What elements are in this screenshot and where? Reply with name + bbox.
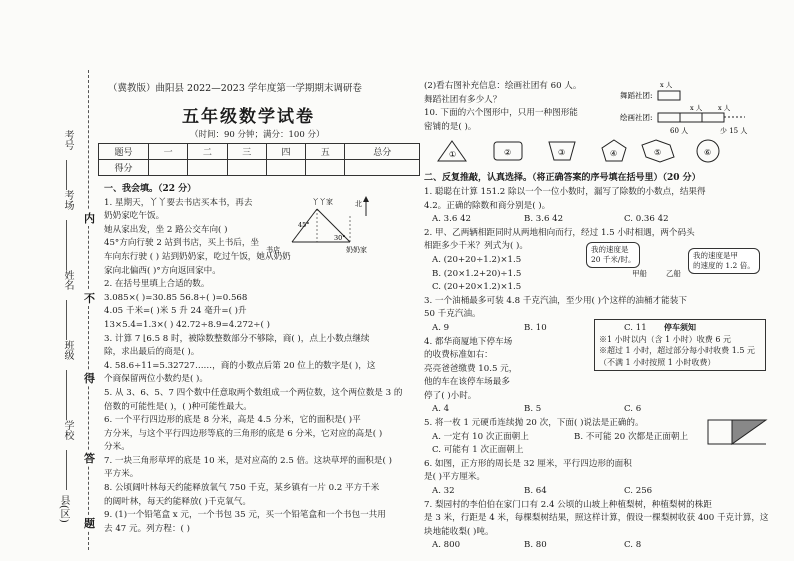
question-line: 1. 星期天，丫丫要去书店买本书，再去 — [104, 197, 253, 208]
shape-number: ⑥ — [704, 148, 712, 158]
painting-bar-seg — [680, 113, 702, 122]
map-angle-label: 45° — [298, 221, 310, 229]
question-line: 的阔叶林，每天约能释放( )千克氧气。 — [104, 496, 251, 507]
question-line: 是 3 米，行距是 4 米，每棵梨树结果，照这样计算，假设一棵梨树收获 400 千克计算，这 — [424, 513, 769, 524]
exam-heading: （冀教版）曲阳县 2022—2023 学年度第一学期期末调研卷 — [108, 83, 362, 94]
question-line: 5. 将一枚 1 元硬币连续抛 20 次，下面( )说法是正确的。 — [424, 418, 644, 429]
question-line: 她从家出发，坐 2 路公交车向( ) — [104, 224, 228, 235]
binding-label-class: 班级 — [62, 340, 73, 360]
question-line: 50 千克汽油。 — [424, 309, 481, 320]
answer-option[interactable]: A. 32 — [432, 486, 455, 497]
section-1-title: 一、我会填。（22 分） — [104, 184, 197, 194]
map-bookstore-label: 书店 — [266, 246, 280, 254]
question-line: 2. 在括号里填上合适的数。 — [104, 279, 210, 290]
question-line: 1. 聪聪在计算 151.2 除以一个一位小数时，漏写了除数的小数点，结果得 — [424, 186, 706, 197]
question-line: 家向北偏西( )°方向返回家中。 — [104, 265, 221, 276]
score-input-cell[interactable] — [345, 160, 420, 176]
score-input-cell[interactable] — [188, 160, 227, 176]
question-line: 的收费标准如右： — [424, 350, 493, 361]
binding-line — [66, 450, 67, 490]
question-line: 8. 公顷阔叶林每天约能释放氧气 750 千克，某乡镇有一片 0.2 平方千米 — [104, 483, 380, 494]
question-line: 奶奶家吃午饭。 — [104, 211, 165, 222]
answer-option[interactable]: A. 800 — [432, 540, 461, 551]
question-line: 4.2。正确的除数和商分别是( )。 — [424, 200, 551, 211]
shaded-region — [732, 420, 766, 444]
question-line: 3. 计算 7 ⌊6.5 8 时，被除数整数部分不够除，商( )，点上小数点继续 — [104, 333, 370, 344]
question-line: 他的车在该停车场最多 — [424, 377, 510, 388]
answer-option[interactable]: B. 不可能 20 次都是正面朝上 — [574, 431, 689, 442]
question-line: 7. 一块三角形草坪的底是 10 米，是对应高的 2.5 倍。这块草坪的面积是( ) — [104, 455, 392, 466]
bubble-text: 的速度的 1.2 倍。 — [693, 261, 755, 270]
exam-title: 五年级数学试卷 — [182, 107, 315, 127]
answer-option[interactable]: C. 8 — [624, 540, 642, 551]
question-line: 平方米。 — [104, 469, 139, 480]
answer-option[interactable]: A. 4 — [432, 404, 450, 415]
question-line: 10. 下面的六个图形中，只用一种图形能 — [424, 108, 578, 119]
answer-option[interactable]: B. 64 — [524, 486, 547, 497]
binding-line — [66, 220, 67, 270]
score-cell: 总分 — [345, 144, 420, 160]
option-row — [424, 485, 769, 499]
binding-cut-char: 得 — [84, 372, 95, 385]
segment-label: x 人 — [660, 81, 673, 89]
north-arrow-head — [363, 196, 369, 202]
question-line: 倍数的可能性是( )，( )种可能性最大。 — [104, 401, 252, 412]
binding-cut-char: 内 — [84, 212, 95, 225]
exam-subtitle: （时间：90 分钟；满分：100 分） — [190, 130, 325, 140]
score-table-header-row — [99, 144, 420, 160]
question-line: 9. (1)一个铅笔盒 x 元，一个书包 35 元，买一个铅笔盒和一个书包一共用 — [104, 510, 386, 521]
painting-bar-seg — [702, 113, 724, 122]
question-line: 45°方向行驶 2 站到书店，买上书后，坐 — [104, 238, 260, 249]
binding-label-name: 姓名 — [62, 270, 73, 290]
less-label: 少 15 人 — [720, 127, 748, 135]
answer-option[interactable]: A. (20+20÷1.2)×1.5 — [432, 254, 522, 265]
binding-margin — [0, 60, 95, 555]
painting-club-label: 绘画社团: — [620, 113, 653, 122]
notice-line: （不满 1 小时按照 1 小时收费） — [599, 357, 716, 367]
direction-map — [262, 194, 382, 264]
square-shape — [708, 420, 732, 444]
score-input-cell[interactable] — [266, 160, 305, 176]
club-segment-diagram — [620, 80, 770, 136]
question-line: 分米。 — [104, 442, 130, 453]
answer-option[interactable]: A. 一定有 10 次正面朝上 — [432, 431, 529, 442]
score-cell: 得分 — [99, 160, 149, 176]
tessellation-shapes — [434, 138, 769, 164]
answer-option[interactable]: C. (20+20×1.2)×1.5 — [432, 282, 522, 293]
shape-number: ④ — [610, 149, 618, 159]
question-line: 6. 一个平行四边形的底是 8 分米，高是 4.5 分米，它的面积是( )平 — [104, 415, 361, 426]
question-line: 停了( )小时。 — [424, 390, 477, 401]
question-line: 3. 一个油桶最多可装 4.8 千克汽油，至少用( )个这样的油桶才能装下 — [424, 295, 687, 306]
question-line: 去 47 元。列方程：( ) — [104, 523, 190, 534]
answer-option[interactable]: C. 256 — [624, 486, 653, 497]
score-cell: 一 — [149, 144, 188, 160]
question-line: 7. 梨园村的李伯伯在家门口有 2.4 公顷的山坡上种植梨树，种植梨树的株距 — [424, 499, 712, 510]
right-column — [424, 80, 769, 553]
answer-option[interactable]: C. 6 — [624, 404, 642, 415]
question-line: 除，求出最后的商是( )。 — [104, 347, 200, 358]
question-line: 块地能收梨( )吨。 — [424, 526, 494, 537]
score-table — [98, 143, 420, 176]
binding-label-school: 学校 — [62, 420, 73, 440]
segment-label: x 人 — [718, 104, 731, 112]
binding-label-exam-no: 考号 — [62, 130, 73, 150]
shape-number: ② — [504, 148, 512, 158]
question-line: 亮亮爸爸缴费 10.5 元， — [424, 363, 518, 374]
notice-line: ※1 小时以内（含 1 小时）收费 6 元 — [599, 334, 731, 344]
score-input-cell[interactable] — [306, 160, 345, 176]
binding-cut-char: 答 — [84, 452, 95, 465]
question-line: 车向东行驶 ( ) 站到奶奶家，吃过午饭，她从奶奶 — [104, 251, 291, 262]
answer-option[interactable]: C. 可能有 1 次正面朝上 — [432, 445, 524, 456]
answer-option[interactable]: B. 80 — [524, 540, 547, 551]
score-input-cell[interactable] — [149, 160, 188, 176]
dance-club-label: 舞蹈社团: — [620, 91, 653, 100]
question-line: 4.05 千米=( )米 5 升 24 毫升=( )升 — [104, 306, 247, 317]
notice-line: ※超过 1 小时，超过部分每小时收费 1.5 元 — [599, 346, 755, 355]
dance-bar — [658, 91, 680, 100]
question-line: 4. 都华商厦地下停车场 — [424, 336, 513, 347]
question-line: (2)看右图补充信息：绘画社团有 60 人。 — [424, 81, 582, 91]
answer-option[interactable]: A. 9 — [432, 322, 450, 333]
segment-label: x 人 — [690, 104, 703, 112]
shape-number: ③ — [558, 148, 566, 158]
map-home-label: 丫丫家 — [312, 198, 333, 206]
painting-bar-seg — [658, 113, 680, 122]
bubble-text: 我的速度是甲 — [693, 251, 738, 260]
binding-dashed-line — [88, 70, 89, 550]
shapes-row — [434, 138, 754, 164]
answer-option[interactable]: B. 3.6 42 — [524, 214, 564, 225]
answer-option[interactable]: B. 5 — [524, 404, 542, 415]
binding-label-county: 县(区) — [58, 495, 69, 523]
total-label: 60 人 — [670, 127, 689, 135]
boat-b-speech-bubble — [688, 248, 760, 274]
answer-option[interactable]: C. 0.36 42 — [624, 214, 669, 225]
binding-cut-char: 不 — [84, 292, 95, 305]
question-line: 2. 甲、乙两辆相距同时从两地相向而行，经过 1.5 小时相遇，两个码头 — [424, 227, 695, 238]
boat-b-label: 乙船 — [666, 269, 681, 278]
score-cell: 三 — [227, 144, 266, 160]
score-table-score-row — [99, 160, 420, 176]
notice-title: 停车须知 — [664, 322, 696, 332]
boat-a-label: 甲船 — [632, 269, 647, 278]
square-parallelogram-figure — [706, 418, 768, 446]
question-line: 方分米，与这个平行四边形等底的三角形的底是 6 分米，它对应的高是( ) — [104, 428, 383, 439]
question-line: 4. 58.6÷11=5.32727……，商的小数点后第 20 位上的数字是( )，这 — [104, 360, 376, 371]
score-cell: 题号 — [99, 144, 149, 160]
map-angle-label: 30° — [334, 234, 346, 242]
bubble-text: 20 千米/时。 — [591, 255, 636, 264]
north-label: 北 — [355, 200, 362, 208]
section-2-title: 二、反复推敲，认真选择。（将正确答案的序号填在括号里）（20 分） — [424, 173, 701, 184]
shape-number: ① — [449, 150, 457, 160]
binding-line — [66, 160, 67, 190]
score-cell: 二 — [188, 144, 227, 160]
binding-line — [66, 300, 67, 340]
question-line: 3.085×( )=30.85 56.8÷( )=0.568 — [104, 292, 248, 303]
boat-a-speech-bubble — [586, 242, 640, 268]
answer-option[interactable]: B. (20×1.2+20)÷1.5 — [432, 268, 522, 279]
bubble-text: 我的速度是 — [591, 245, 629, 254]
option-row — [424, 213, 769, 227]
parking-notice — [594, 319, 766, 371]
score-cell: 四 — [266, 144, 305, 160]
question-line: 舞蹈社团有多少人？ — [424, 94, 502, 105]
question-line: 5. 从 3、6、5、7 四个数中任意取两个数组成一个两位数，这个两位数是 3 的 — [104, 387, 403, 398]
binding-line — [66, 370, 67, 420]
answer-option[interactable]: C. 11 — [624, 322, 647, 333]
question-line: 相距多少千米？列式为( )。 — [424, 241, 528, 252]
binding-label-exam-room: 考场 — [62, 190, 73, 210]
answer-option[interactable]: A. 3.6 42 — [432, 214, 472, 225]
option-row — [424, 539, 769, 553]
score-cell: 五 — [306, 144, 345, 160]
question-line: 13×5.4=1.3×( ) 42.72÷8.9=4.272÷( ) — [104, 319, 270, 330]
option-row — [424, 403, 769, 417]
question-line: 个商保留两位小数约是( )。 — [104, 374, 208, 385]
shape-number: ⑤ — [654, 148, 662, 158]
question-line: 6. 如图，正方形的周长是 32 厘米，平行四边形的面积 — [424, 458, 632, 469]
answer-option[interactable]: B. 10 — [524, 322, 547, 333]
map-grandma-label: 奶奶家 — [346, 246, 367, 254]
question-line: 是( )平方厘米。 — [424, 472, 485, 483]
binding-cut-char: 题 — [84, 517, 95, 530]
score-input-cell[interactable] — [227, 160, 266, 176]
question-line: 密铺的是( )。 — [424, 121, 477, 132]
